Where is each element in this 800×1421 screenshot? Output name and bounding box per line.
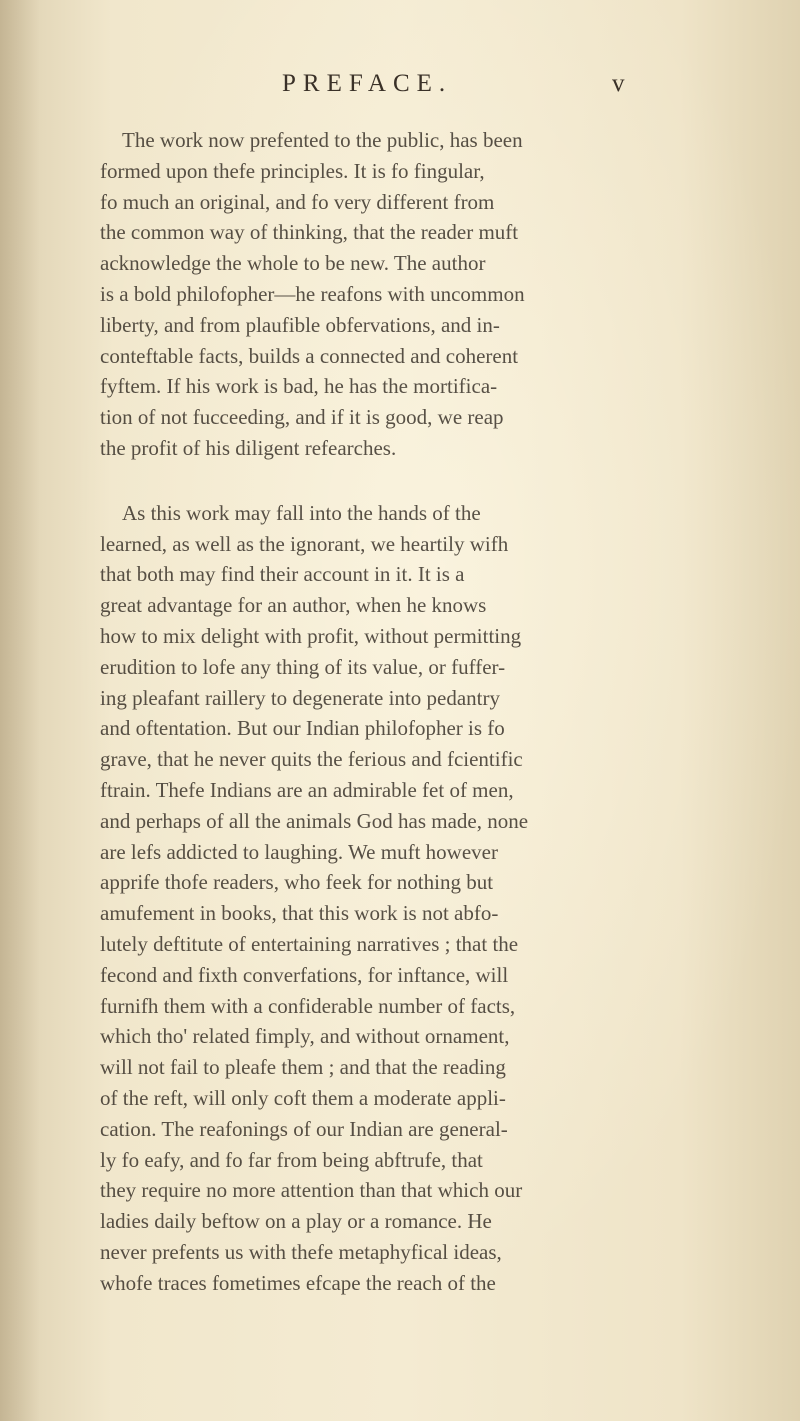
paragraph-spacer <box>100 464 710 498</box>
text-line: lutely deftitute of entertaining narratives ; that the <box>100 931 519 956</box>
text-line: fyftem. If his work is bad, he has the mortifica- <box>100 374 498 399</box>
page-gutter-shadow <box>0 0 40 1421</box>
text-line: As this work may fall into the hands of the <box>122 500 481 525</box>
text-line: ing pleafant raillery to degenerate into pedantry <box>100 685 500 710</box>
text-line: liberty, and from plaufible obfervations, and in- <box>100 312 500 337</box>
page-number: v <box>612 70 625 97</box>
text-line: formed upon thefe principles. It is fo fingular, <box>100 158 485 183</box>
text-line: how to mix delight with profit, without permitting <box>100 623 522 648</box>
text-line: furnifh them with a confiderable number of facts, <box>100 993 516 1018</box>
text-line: whofe traces fometimes efcape the reach of the <box>100 1270 496 1295</box>
text-line: will not fail to pleafe them ; and that the reading <box>100 1055 506 1080</box>
text-line: acknowledge the whole to be new. The author <box>100 251 486 276</box>
text-line: and oftentation. But our Indian philofopher is fo <box>100 716 505 741</box>
text-line: never prefents us with thefe metaphyfical ideas, <box>100 1239 502 1264</box>
text-line: learned, as well as the ignorant, we heartily wifh <box>100 531 509 556</box>
text-line: which tho' related fimply, and without ornament, <box>100 1024 510 1049</box>
text-line: apprife thofe readers, who feek for nothing but <box>100 870 494 895</box>
text-line: fo much an original, and fo very different from <box>100 189 495 214</box>
paragraph-1 <box>100 125 710 464</box>
text-line: cation. The reafonings of our Indian are general- <box>100 1116 508 1141</box>
text-line: ftrain. Thefe Indians are an admirable fet of men, <box>100 777 514 802</box>
text-line: conteftable facts, builds a connected and coherent <box>100 343 519 368</box>
text-line: they require no more attention than that which our <box>100 1178 523 1203</box>
text-line: grave, that he never quits the ferious and fcientific <box>100 747 523 772</box>
text-line: the profit of his diligent refearches. <box>100 435 397 460</box>
text-line: erudition to lofe any thing of its value, or fuffer- <box>100 654 506 679</box>
paragraph-2 <box>100 498 710 1299</box>
text-line: that both may find their account in it. It is a <box>100 562 465 587</box>
page-header <box>0 70 800 110</box>
text-line: great advantage for an author, when he knows <box>100 593 487 618</box>
text-line: amufement in books, that this work is not abfo- <box>100 901 499 926</box>
running-head: PREFACE. <box>282 70 453 97</box>
text-line: tion of not fucceeding, and if it is good, we reap <box>100 405 504 430</box>
text-line: is a bold philofopher—he reafons with uncommon <box>100 281 525 306</box>
text-line: the common way of thinking, that the reader muft <box>100 220 519 245</box>
body-text <box>100 125 710 1298</box>
text-line: are lefs addicted to laughing. We muft however <box>100 839 498 864</box>
text-line: and perhaps of all the animals God has made, none <box>100 808 529 833</box>
text-line: The work now prefented to the public, has been <box>122 128 523 152</box>
text-line: ladies daily beftow on a play or a romance. He <box>100 1209 492 1234</box>
text-line: ly fo eafy, and fo far from being abftrufe, that <box>100 1147 483 1172</box>
text-line: of the reft, will only coft them a moderate appli- <box>100 1085 506 1110</box>
text-line: fecond and fixth converfations, for inftance, will <box>100 962 509 987</box>
